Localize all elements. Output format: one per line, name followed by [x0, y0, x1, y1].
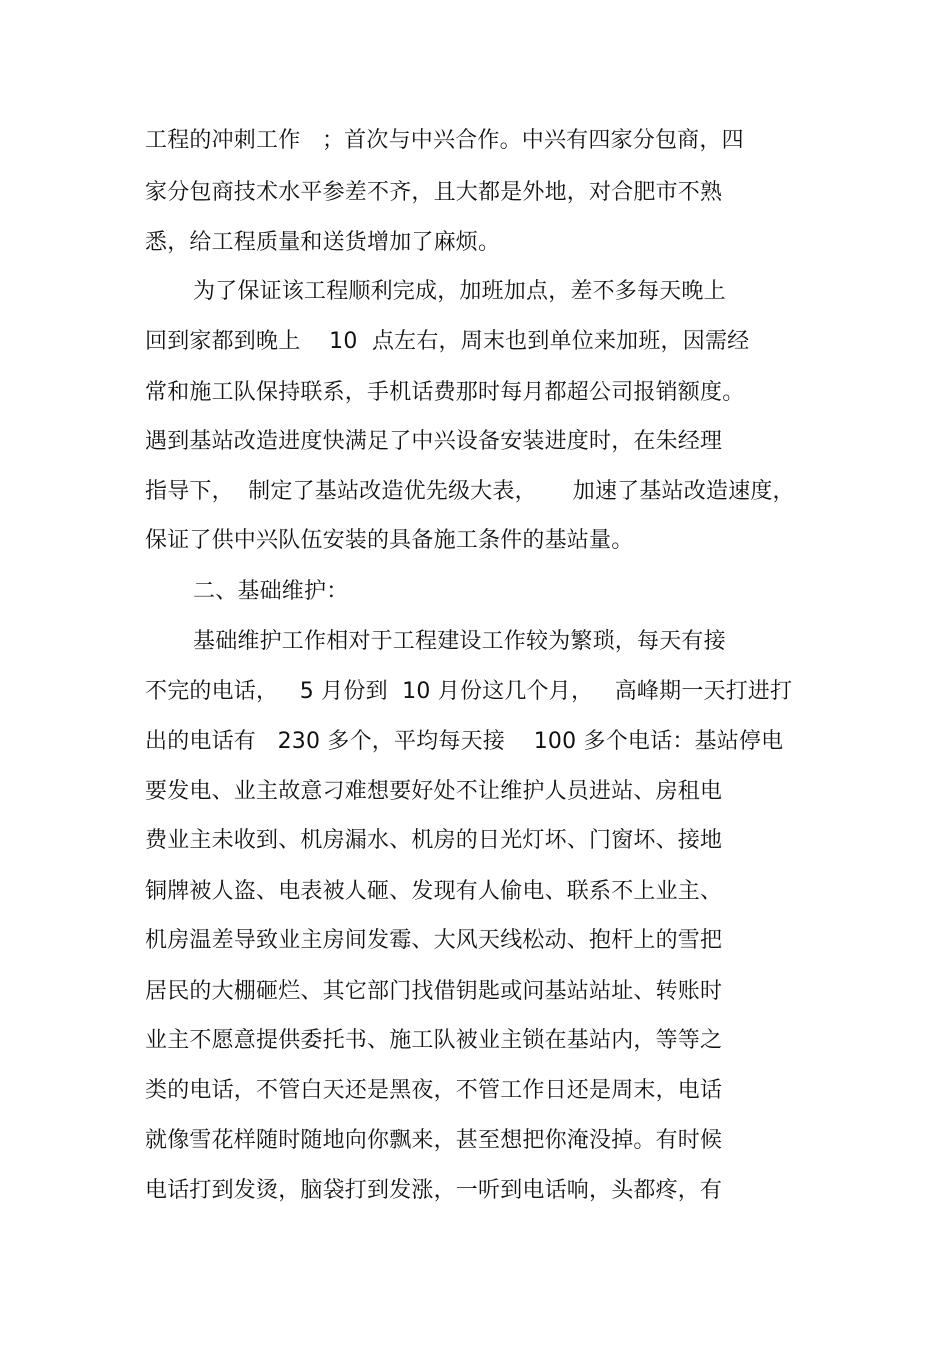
paragraph-line: 家分包商技术水平参差不齐，且大都是外地，对合肥市不熟: [145, 180, 723, 205]
paragraph-line: 不完的电话， 5 月份到 10 月份这几个月， 高峰期一天打进打: [145, 679, 793, 704]
paragraph-line: 为了保证该工程顺利完成，加班加点，差不多每天晚上: [193, 279, 726, 304]
paragraph-line: 业主不愿意提供委托书、施工队被业主锁在基站内，等等之: [145, 1028, 723, 1053]
paragraph-line: 电话打到发烫，脑袋打到发涨，一听到电话响，头都疼，有: [145, 1178, 723, 1203]
paragraph-line: 指导下， 制定了基站改造优先级大表， 加速了基站改造速度，: [145, 479, 795, 504]
paragraph-line: 回到家都到晚上 10 点左右，周末也到单位来加班，因需经: [145, 329, 750, 354]
paragraph-line: 常和施工队保持联系，手机话费那时每月都超公司报销额度。: [145, 380, 745, 405]
paragraph-line: 工程的冲刺工作 ；首次与中兴合作。中兴有四家分包商，四: [145, 128, 744, 153]
paragraph-line: 要发电、业主故意刁难想要好处不让维护人员进站、房租电: [145, 779, 723, 804]
paragraph-line: 悉，给工程质量和送货增加了麻烦。: [145, 230, 501, 255]
paragraph-line: 铜牌被人盗、电表被人砸、发现有人偷电、联系不上业主、: [145, 879, 723, 904]
paragraph-line: 遇到基站改造进度快满足了中兴设备安装进度时，在朱经理: [145, 429, 723, 454]
paragraph-line: 类的电话，不管白天还是黑夜，不管工作日还是周末，电话: [145, 1078, 723, 1103]
paragraph-line: 居民的大棚砸烂、其它部门找借钥匙或问基站站址、转账时: [145, 979, 723, 1004]
paragraph-line: 基础维护工作相对于工程建设工作较为繁琐，每天有接: [193, 629, 726, 654]
paragraph-line: 机房温差导致业主房间发霉、大风天线松动、抱杆上的雪把: [145, 928, 723, 953]
paragraph-line: 就像雪花样随时随地向你飘来，甚至想把你淹没掉。有时候: [145, 1128, 723, 1153]
section-heading: 二、基础维护：: [193, 579, 349, 604]
paragraph-line: 费业主未收到、机房漏水、机房的日光灯坏、门窗坏、接地: [145, 828, 723, 853]
paragraph-line: 出的电话有 230 多个，平均每天接 100 多个电话：基站停电: [145, 729, 784, 754]
paragraph-line: 保证了供中兴队伍安装的具备施工条件的基站量。: [145, 528, 634, 553]
